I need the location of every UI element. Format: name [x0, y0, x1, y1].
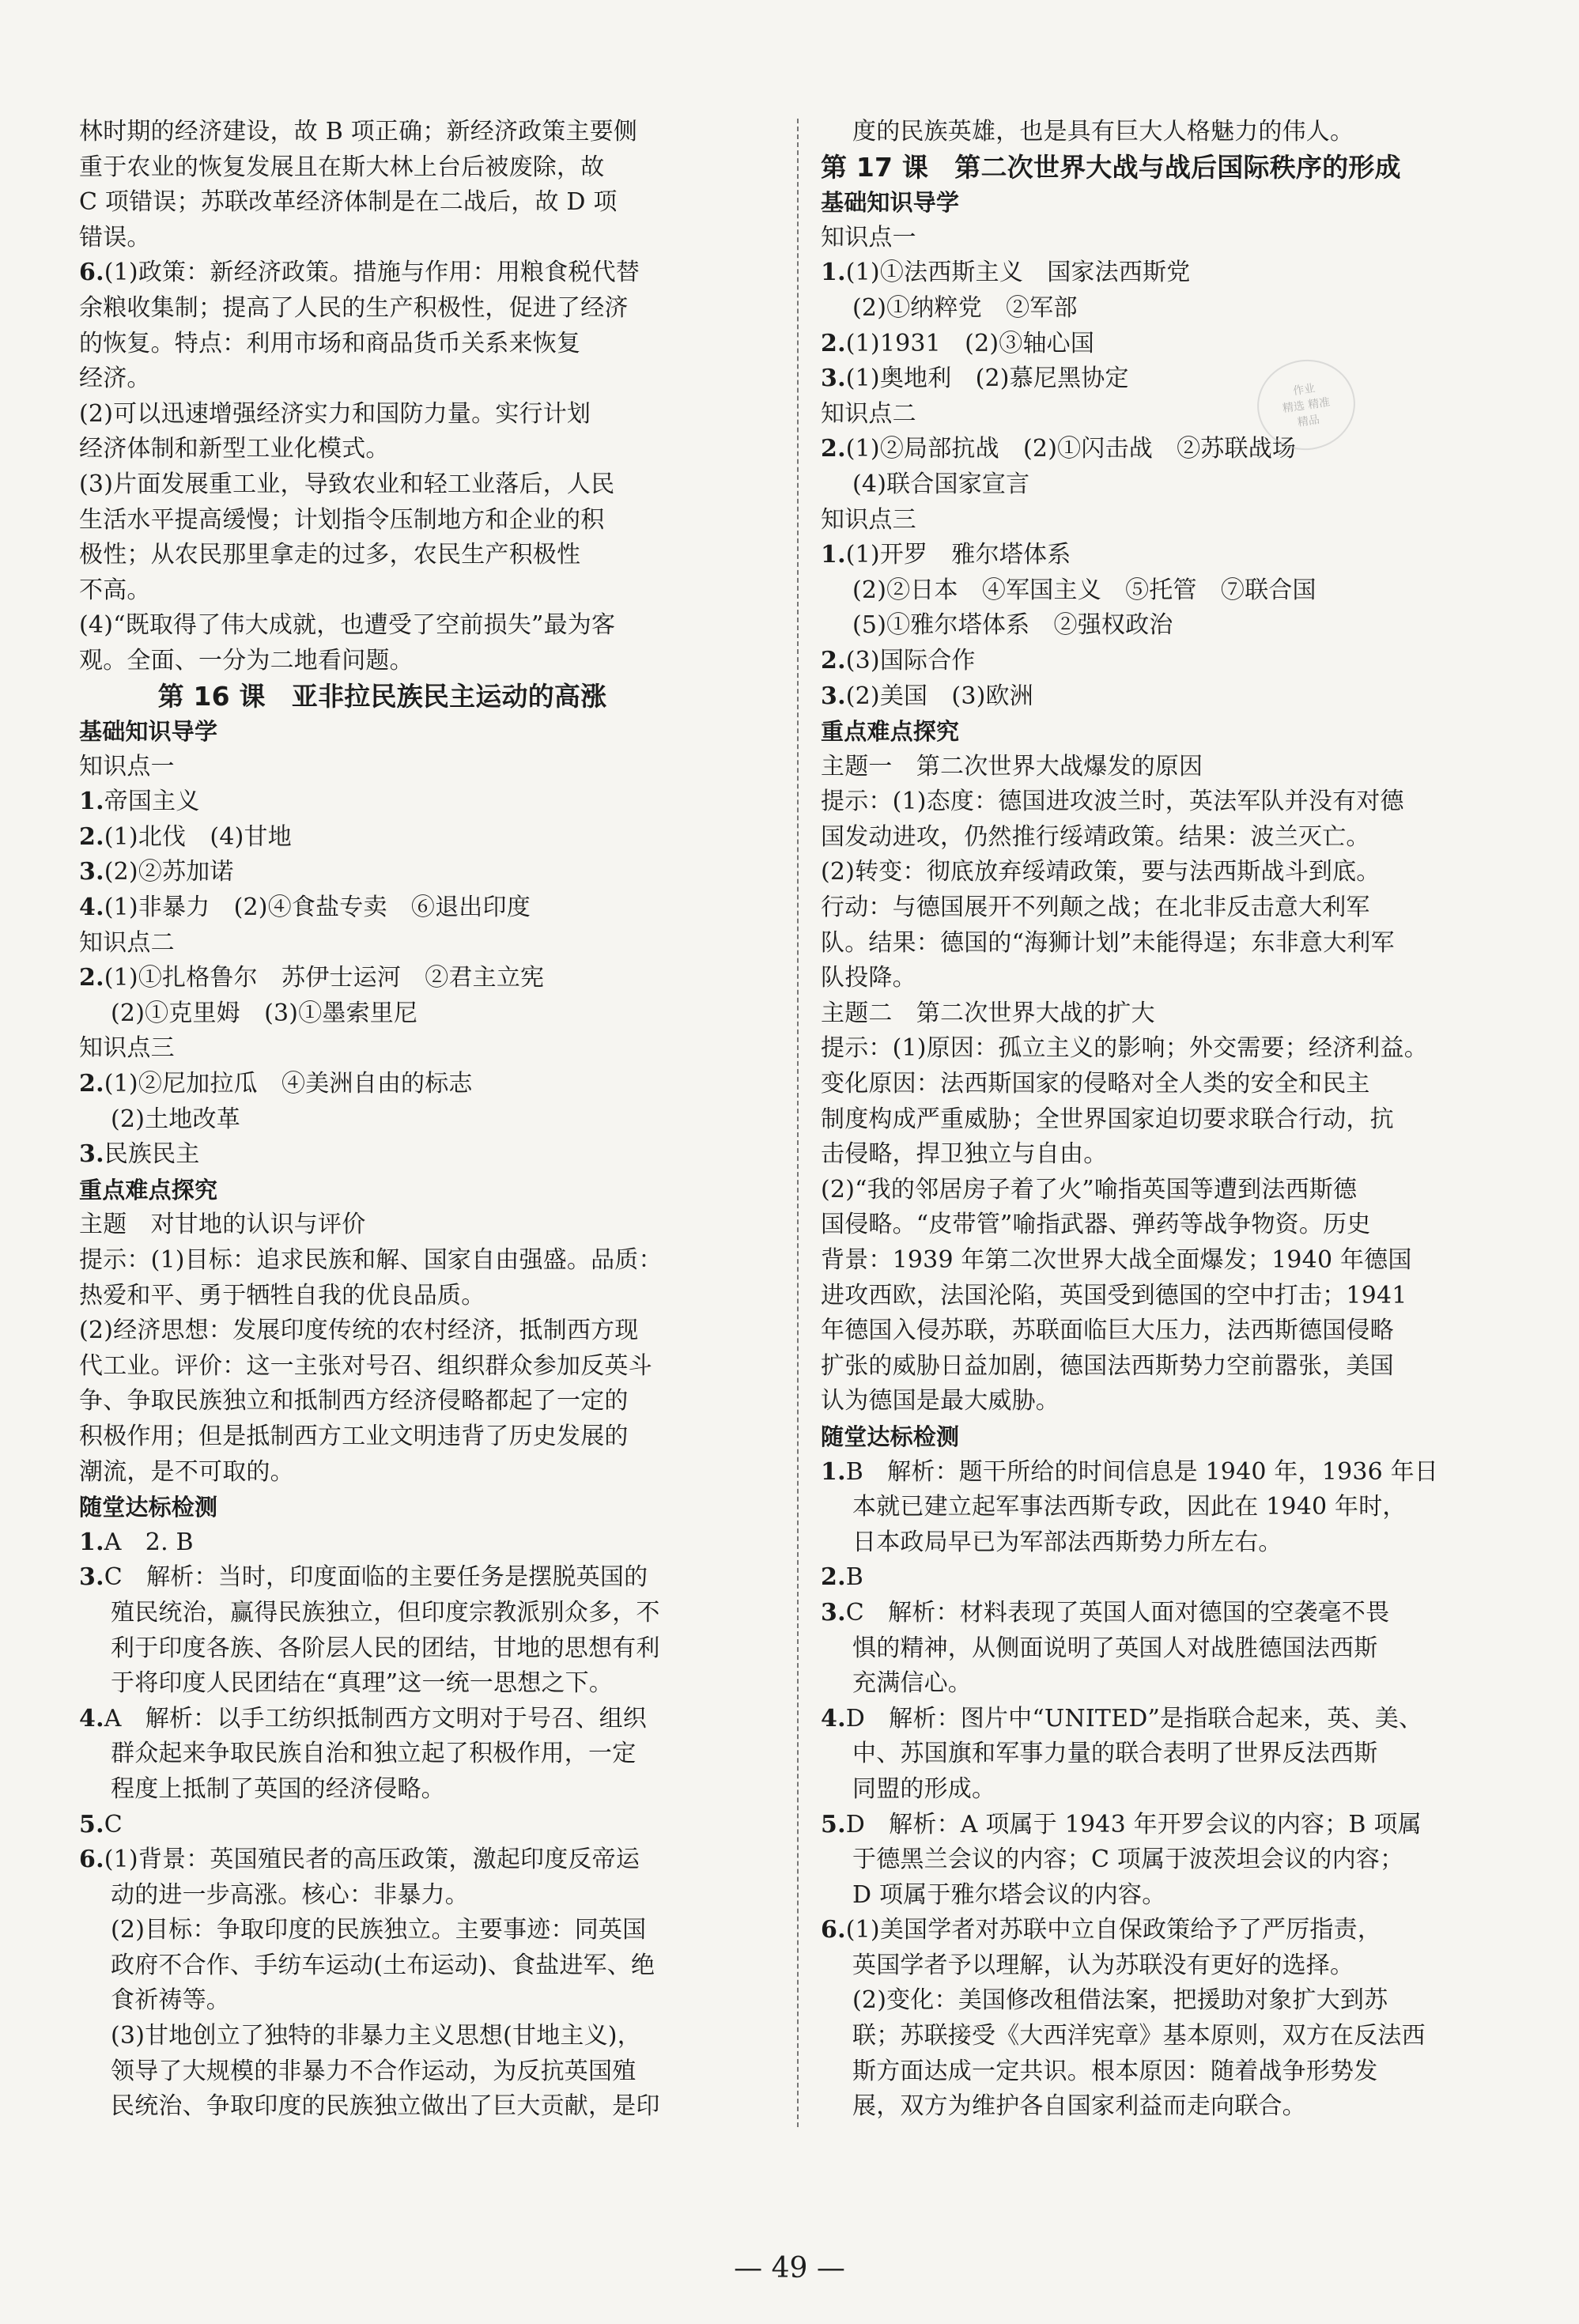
text-line: [821, 820, 1518, 856]
line-text: 随堂达标检测: [79, 1494, 218, 1521]
text-line: [821, 1279, 1518, 1314]
line-text: 随堂达标检测: [821, 1423, 960, 1450]
line-text: 余粮收集制；提高了人民的生产积极性，促进了经济: [79, 293, 629, 322]
line-text: 本就已建立起军事法西斯专政，因此在 1940 年时，: [852, 1493, 1407, 1521]
text-line: [821, 608, 1518, 644]
text-line: [821, 1490, 1518, 1525]
watermark-stamp: 作业 精选 精准 精品: [1252, 353, 1362, 456]
line-text: D 解析：A 项属于 1943 年开罗会议的内容；B 项属: [845, 1810, 1422, 1838]
text-line: [79, 115, 780, 150]
line-text: 主题一 第二次世界大战爆发的原因: [821, 752, 1203, 780]
line-text: D 解析：图片中“UNITED”是指联合起来，英、美、: [845, 1704, 1423, 1733]
item-number: 3.: [79, 858, 104, 886]
line-text: 展，双方为维护各自国家利益而走向联合。: [852, 2092, 1306, 2121]
text-line: [79, 1878, 780, 1914]
line-text: 背景：1939 年第二次世界大战全面爆发；1940 年德国: [821, 1246, 1412, 1274]
line-text: 民统治、争取印度的民族独立做出了巨大贡献，是印: [111, 2092, 660, 2121]
text-line: [821, 1842, 1518, 1878]
line-text: 国发动进攻，仍然推行绥靖政策。结果：波兰灭亡。: [821, 822, 1370, 851]
text-line: [821, 1455, 1518, 1491]
line-text: 生活水平提高缓慢；计划指令压制地方和企业的积: [79, 505, 605, 534]
line-text: 民族民主: [104, 1140, 200, 1169]
text-line: [821, 1948, 1518, 1984]
line-text: (4)联合国家宣言: [852, 470, 1030, 498]
line-text: (1)1931 (2)③轴心国: [845, 329, 1095, 357]
line-text: 程度上抵制了英国的经济侵略。: [111, 1774, 445, 1803]
line-text: (4)“既取得了伟大成就，也遭受了空前损失”最为客: [79, 611, 616, 640]
text-line: [821, 1702, 1518, 1737]
line-text: (3)甘地创立了独特的非暴力主义思想(甘地主义)，: [111, 2022, 641, 2050]
text-line: [79, 538, 780, 573]
item-number: 2.: [821, 646, 846, 675]
line-text: 英国学者予以理解，认为苏联没有更好的选择。: [852, 1951, 1354, 1979]
text-line: [79, 291, 780, 327]
text-line: [821, 2019, 1518, 2054]
line-text: (1)①扎格鲁尔 苏伊士运河 ②君主立宪: [104, 964, 545, 992]
line-text: (2)土地改革: [111, 1105, 240, 1133]
item-number: 1.: [821, 541, 846, 569]
item-number: 3.: [821, 1598, 846, 1627]
text-line: [79, 820, 780, 856]
text-line: [821, 1207, 1518, 1243]
text-line: [821, 1525, 1518, 1561]
text-line: [79, 150, 780, 186]
text-line: [821, 1313, 1518, 1349]
line-text: 代工业。评价：这一主张对号召、组织群众参加反英斗: [79, 1351, 652, 1380]
line-text: (2)转变：彻底放弃绥靖政策，要与法西斯战斗到底。: [821, 858, 1381, 886]
text-line: [821, 1983, 1518, 2019]
item-number: 6.: [79, 1846, 104, 1874]
line-text: 提示：(1)原因：孤立主义的影响；外交需要；经济利益。: [821, 1034, 1428, 1063]
line-text: 提示：(1)态度：德国进攻波兰时，英法军队并没有对德: [821, 788, 1404, 816]
line-text: (1)背景：英国殖民者的高压政策，激起印度反帝运: [104, 1846, 640, 1874]
line-text: 基础知识导学: [79, 718, 218, 746]
text-line: [821, 1349, 1518, 1385]
line-text: 极性；从农民那里拿走的过多，农民生产积极性: [79, 541, 581, 569]
text-line: [821, 926, 1518, 962]
text-line: [79, 1137, 780, 1173]
text-line: [821, 432, 1518, 467]
line-text: 国侵略。“皮带管”喻指武器、弹药等战争物资。历史: [821, 1211, 1371, 1239]
text-line: [79, 1313, 780, 1349]
text-line: [821, 1173, 1518, 1208]
line-text: (2)变化：美国修改租借法案，把援助对象扩大到苏: [852, 1986, 1388, 2015]
item-number: 3.: [821, 682, 846, 710]
text-line: [821, 1102, 1518, 1138]
line-text: 争、争取民族独立和抵制西方经济侵略都起了一定的: [79, 1387, 629, 1415]
left-column: [79, 115, 780, 2125]
text-line: [79, 327, 780, 362]
text-line: [821, 1631, 1518, 1667]
item-number: 4.: [821, 1704, 846, 1733]
text-line: [79, 1455, 780, 1491]
text-line: [821, 961, 1518, 996]
line-text: 热爱和平、勇于牺牲自我的优良品质。: [79, 1281, 485, 1309]
line-text: (1)②尼加拉瓜 ④美洲自由的标志: [104, 1070, 473, 1098]
item-number: 2.: [821, 1563, 846, 1592]
text-line: [79, 1948, 780, 1984]
text-line: [79, 2054, 780, 2090]
text-line: [821, 255, 1518, 291]
column-divider: [797, 119, 799, 2127]
text-line: [821, 1913, 1518, 1948]
item-number: 1.: [79, 788, 104, 816]
line-text: 领导了大规模的非暴力不合作运动，为反抗英国殖: [111, 2057, 637, 2085]
text-line: [821, 1666, 1518, 1702]
line-text: 同盟的形成。: [852, 1774, 996, 1803]
text-line: [821, 397, 1518, 433]
line-text: 不高。: [79, 576, 151, 604]
text-line: [79, 961, 780, 996]
line-text: (1)①法西斯主义 国家法西斯党: [845, 259, 1191, 287]
text-line: [79, 926, 780, 962]
line-text: 知识点二: [79, 928, 175, 957]
line-text: 动的进一步高涨。核心：非暴力。: [111, 1880, 469, 1909]
text-line: [79, 644, 780, 679]
text-line: [821, 503, 1518, 538]
line-text: (1)北伐 (4)甘地: [104, 822, 292, 851]
line-text: (2)“我的邻居房子着了火”喻指英国等遭到法西斯德: [821, 1175, 1358, 1204]
text-line: [821, 996, 1518, 1032]
line-text: 基础知识导学: [821, 189, 960, 217]
text-line: [821, 1137, 1518, 1173]
line-text: 进攻西欧，法国沦陷，英国受到德国的空中打击；1941: [821, 1281, 1407, 1309]
text-line: [821, 573, 1518, 609]
item-number: 2.: [79, 822, 104, 851]
line-text: 知识点一: [79, 752, 175, 780]
text-line: [821, 1384, 1518, 1419]
text-line: [79, 1525, 780, 1561]
line-text: (1)开罗 雅尔塔体系: [845, 541, 1071, 569]
line-text: C: [104, 1810, 123, 1838]
text-line: [79, 1243, 780, 1279]
item-number: 3.: [79, 1563, 104, 1592]
line-text: 第 16 课 亚非拉民族民主运动的高涨: [79, 680, 607, 712]
line-text: C 项错误；苏联改革经济体制是在二战后，故 D 项: [79, 188, 618, 217]
text-line: [821, 2054, 1518, 2090]
line-text: 重点难点探究: [821, 718, 960, 746]
item-number: 1.: [821, 259, 846, 287]
text-line: [821, 784, 1518, 820]
item-number: 2.: [79, 964, 104, 992]
line-text: 日本政局早已为军部法西斯势力所左右。: [852, 1528, 1282, 1556]
text-line: [821, 467, 1518, 503]
text-line: [79, 221, 780, 256]
line-text: 食祈祷等。: [111, 1986, 230, 2015]
line-text: (2)经济思想：发展印度传统的农村经济，抵制西方现: [79, 1317, 639, 1345]
text-line: [79, 1102, 780, 1138]
line-text: 知识点三: [821, 505, 916, 534]
line-text: 利于印度各族、各阶层人民的团结，甘地的思想有利: [111, 1634, 660, 1662]
line-text: 年德国入侵苏联，苏联面临巨大压力，法西斯德国侵略: [821, 1317, 1394, 1345]
text-line: [79, 1384, 780, 1419]
text-line: [79, 608, 780, 644]
line-text: 殖民统治，赢得民族独立，但印度宗教派别众多，不: [111, 1598, 660, 1627]
text-line: [821, 1243, 1518, 1279]
line-text: (2)美国 (3)欧洲: [845, 682, 1033, 710]
section-heading: [79, 1173, 780, 1208]
text-line: [821, 115, 1518, 150]
line-text: 主题 对甘地的认识与评价: [79, 1211, 366, 1239]
line-text: (2)②苏加诺: [104, 858, 234, 886]
text-line: [79, 1631, 780, 1667]
text-line: [79, 573, 780, 609]
line-text: 第 17 课 第二次世界大战与战后国际秩序的形成: [821, 151, 1401, 183]
line-text: 的恢复。特点：利用市场和商品货币关系来恢复: [79, 329, 581, 357]
line-text: (2)②日本 ④军国主义 ⑤托管 ⑦联合国: [852, 576, 1316, 604]
text-line: [79, 1913, 780, 1948]
line-text: B: [845, 1563, 863, 1592]
text-line: [79, 1842, 780, 1878]
text-line: [79, 361, 780, 397]
item-number: 5.: [79, 1810, 104, 1838]
item-number: 3.: [821, 365, 846, 393]
line-text: 潮流，是不可取的。: [79, 1457, 294, 1486]
text-line: [79, 1736, 780, 1772]
line-text: 群众起来争取民族自治和独立起了积极作用，一定: [111, 1740, 637, 1768]
text-line: [821, 855, 1518, 890]
text-line: [79, 855, 780, 890]
line-text: (1)政策：新经济政策。措施与作用：用粮食税代替: [104, 259, 640, 287]
line-text: (3)片面发展重工业，导致农业和轻工业落后，人民: [79, 470, 615, 498]
text-line: [79, 1207, 780, 1243]
line-text: 中、苏国旗和军事力量的联合表明了世界反法西斯: [852, 1740, 1378, 1768]
text-line: [821, 890, 1518, 926]
line-text: (1)美国学者对苏联中立自保政策给予了严厉指责，: [845, 1916, 1382, 1944]
line-text: 观。全面、一分为二地看问题。: [79, 646, 414, 675]
line-text: (1)奥地利 (2)慕尼黑协定: [845, 365, 1129, 393]
line-text: 联；苏联接受《大西洋宪章》基本原则，双方在反法西: [852, 2022, 1426, 2050]
text-line: [821, 644, 1518, 679]
text-line: [79, 1772, 780, 1808]
line-text: 林时期的经济建设，故 B 项正确；新经济政策主要侧: [79, 118, 638, 145]
line-text: 认为德国是最大威胁。: [821, 1387, 1060, 1415]
line-text: 队投降。: [821, 964, 916, 992]
line-text: 惧的精神，从侧面说明了英国人对战胜德国法西斯: [852, 1634, 1378, 1662]
text-line: [79, 1031, 780, 1067]
text-line: [79, 1349, 780, 1385]
line-text: 于将印度人民团结在“真理”这一统一思想之下。: [111, 1669, 614, 1698]
text-line: [79, 1702, 780, 1737]
lesson-title: [79, 679, 780, 715]
line-text: 知识点一: [821, 223, 916, 251]
line-text: 扩张的威胁日益加剧，德国法西斯势力空前嚣张，美国: [821, 1351, 1394, 1380]
section-heading: [821, 185, 1518, 221]
text-line: [821, 291, 1518, 327]
item-number: 1.: [79, 1528, 104, 1556]
text-line: [79, 1560, 780, 1596]
section-heading: [821, 714, 1518, 750]
line-text: 充满信心。: [852, 1669, 972, 1698]
text-line: [79, 996, 780, 1032]
text-line: [821, 1067, 1518, 1102]
line-text: A 解析：以手工纺织抵制西方文明对于号召、组织: [104, 1704, 647, 1733]
text-line: [79, 432, 780, 467]
text-line: [821, 327, 1518, 362]
page-number: — 49 —: [734, 2252, 845, 2284]
text-line: [821, 221, 1518, 256]
line-text: (3)国际合作: [845, 646, 976, 675]
line-text: 斯方面达成一定共识。根本原因：随着战争形势发: [852, 2057, 1378, 2085]
text-line: [821, 750, 1518, 785]
text-line: [821, 1878, 1518, 1914]
line-text: 重点难点探究: [79, 1176, 218, 1204]
line-text: 知识点二: [821, 399, 916, 428]
text-line: [821, 1560, 1518, 1596]
line-text: 击侵略，捍卫独立与自由。: [821, 1140, 1108, 1169]
text-line: [79, 2089, 780, 2125]
text-line: [79, 1067, 780, 1102]
text-line: [821, 1736, 1518, 1772]
text-line: [79, 467, 780, 503]
text-line: [821, 361, 1518, 397]
item-number: 2.: [79, 1070, 104, 1098]
item-number: 4.: [79, 894, 104, 922]
section-heading: [79, 1490, 780, 1525]
line-text: 行动：与德国展开不列颠之战；在北非反击意大利军: [821, 894, 1370, 922]
line-text: 经济。: [79, 365, 151, 393]
text-line: [821, 1772, 1518, 1808]
line-text: 于德黑兰会议的内容；C 项属于波茨坦会议的内容；: [852, 1846, 1404, 1874]
lesson-title: [821, 150, 1518, 186]
line-text: (1)非暴力 (2)④食盐专卖 ⑥退出印度: [104, 894, 531, 922]
line-text: (2)目标：争取印度的民族独立。主要事迹：同英国: [111, 1916, 647, 1944]
line-text: A 2. B: [104, 1528, 194, 1556]
text-line: [79, 503, 780, 538]
text-line: [79, 890, 780, 926]
text-line: [79, 1596, 780, 1631]
line-text: 积极作用；但是抵制西方工业文明违背了历史发展的: [79, 1422, 629, 1450]
line-text: (1)②局部抗战 (2)①闪击战 ②苏联战场: [845, 435, 1297, 463]
line-text: 提示：(1)目标：追求民族和解、国家自由强盛。品质：: [79, 1246, 663, 1274]
text-line: [79, 750, 780, 785]
text-line: [79, 397, 780, 433]
line-text: 变化原因：法西斯国家的侵略对全人类的安全和民主: [821, 1070, 1370, 1098]
text-line: [821, 2089, 1518, 2125]
line-text: 帝国主义: [104, 788, 200, 816]
text-line: [821, 1031, 1518, 1067]
text-line: [79, 255, 780, 291]
line-text: 度的民族英雄，也是具有巨大人格魅力的伟人。: [852, 118, 1354, 145]
section-heading: [79, 714, 780, 750]
line-text: C 解析：材料表现了英国人面对德国的空袭毫不畏: [845, 1598, 1390, 1627]
text-line: [79, 1666, 780, 1702]
line-text: B 解析：题干所给的时间信息是 1940 年，1936 年日: [845, 1457, 1439, 1486]
item-number: 2.: [821, 435, 846, 463]
item-number: 6.: [821, 1916, 846, 1944]
line-text: 主题二 第二次世界大战的扩大: [821, 999, 1155, 1027]
line-text: 知识点三: [79, 1034, 175, 1063]
item-number: 5.: [821, 1810, 846, 1838]
line-text: (2)①纳粹党 ②军部: [852, 293, 1078, 322]
line-text: 重于农业的恢复发展且在斯大林上台后被废除，故: [79, 153, 605, 181]
section-heading: [821, 1419, 1518, 1455]
item-number: 2.: [821, 329, 846, 357]
line-text: 错误。: [79, 223, 151, 251]
text-line: [79, 784, 780, 820]
text-line: [79, 1419, 780, 1455]
text-line: [821, 1596, 1518, 1631]
text-line: [79, 185, 780, 221]
text-line: [79, 1279, 780, 1314]
text-line: [821, 679, 1518, 715]
text-line: [821, 1808, 1518, 1843]
line-text: (2)可以迅速增强经济实力和国防力量。实行计划: [79, 399, 591, 428]
line-text: D 项属于雅尔塔会议的内容。: [852, 1880, 1166, 1909]
text-line: [79, 2019, 780, 2054]
line-text: (5)①雅尔塔体系 ②强权政治: [852, 611, 1173, 640]
text-line: [79, 1808, 780, 1843]
text-line: [821, 538, 1518, 573]
item-number: 3.: [79, 1140, 104, 1169]
line-text: 制度构成严重威胁；全世界国家迫切要求联合行动，抗: [821, 1105, 1394, 1133]
line-text: C 解析：当时，印度面临的主要任务是摆脱英国的: [104, 1563, 648, 1592]
item-number: 1.: [821, 1457, 846, 1486]
line-text: (2)①克里姆 (3)①墨索里尼: [111, 999, 418, 1027]
line-text: 队。结果：德国的“海狮计划”未能得逞；东非意大利军: [821, 928, 1395, 957]
right-column: [821, 115, 1518, 2125]
item-number: 4.: [79, 1704, 104, 1733]
line-text: 政府不合作、手纺车运动(土布运动)、食盐进军、绝: [111, 1951, 655, 1979]
text-line: [79, 1983, 780, 2019]
line-text: 经济体制和新型工业化模式。: [79, 435, 390, 463]
item-number: 6.: [79, 259, 104, 287]
